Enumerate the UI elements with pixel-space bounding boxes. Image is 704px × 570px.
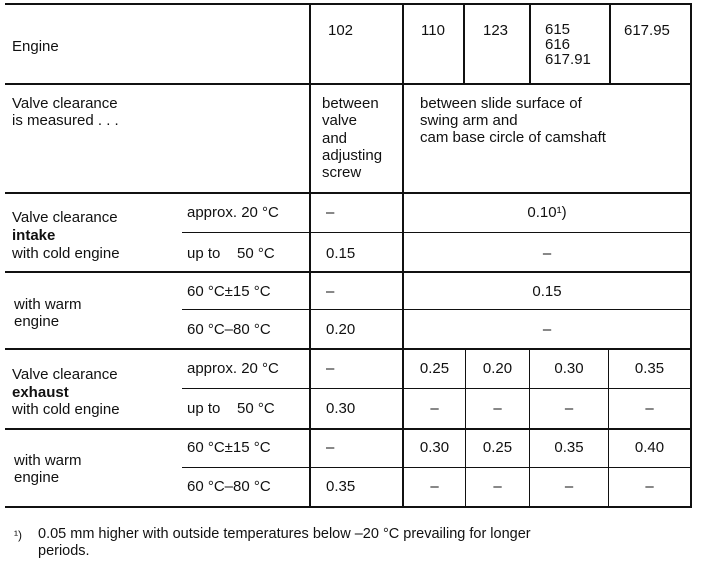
rule-col-123-left [463,3,465,84]
col-header-102: 102 [328,22,354,39]
engine-label: Engine [12,38,59,55]
value-102: 0.35 [326,478,356,495]
value-123: 0.20 [482,360,513,377]
footnote-mark: ¹) [14,528,22,542]
measured-others-line: between slide surface of [420,95,582,112]
rule-measured-bottom [5,192,692,194]
value-615: 0.35 [554,439,584,456]
col-header-615-616-61791: 615 616 617.91 [545,21,591,68]
intake-cold-label-2 [12,227,55,244]
measured-102-line: between [322,95,379,112]
footnote-line-2: periods. [38,543,90,559]
value-span: – [542,245,552,262]
value-110: 0.25 [419,360,450,377]
measured-102-line: valve [322,112,358,129]
value-span: 0.15 [532,283,562,300]
value-61795: 0.35 [634,360,665,377]
exhaust-warm-label-2: engine [14,469,60,486]
value-102: – [326,360,335,377]
value-123: – [493,400,502,417]
rule-exhaust-cold-mid [182,388,692,389]
measured-others-line: swing arm and [420,112,518,129]
rule-top [5,3,692,5]
value-span: – [542,321,552,338]
value-615: – [564,478,574,495]
exhaust-cold-label-3: with cold engine [12,401,120,418]
intake-warm-label-1: with warm [14,296,82,313]
col-header-123: 123 [483,22,509,39]
value-102: 0.30 [326,400,356,417]
rule-col-61795-left [609,3,611,84]
exhaust-keyword: exhaust [12,384,69,401]
intake-keyword: intake [12,227,56,244]
exhaust-cold-label-2 [12,384,69,401]
value-102: 0.15 [326,245,356,262]
value-102: 0.20 [326,321,356,338]
col-header-61795: 617.95 [624,22,670,39]
rule-intake-cold-bottom [5,271,692,273]
rule-header-bottom [5,83,692,85]
exhaust-cold-label-1: Valve clearance [12,366,118,383]
value-615: – [564,400,574,417]
value-span: 0.10¹) [527,204,567,221]
rule-intake-warm-bottom [5,348,692,350]
measured-102-line: adjusting [322,147,383,164]
intake-cold-label-3: with cold engine [12,245,120,262]
value-61795: – [645,478,654,495]
temp-cell: 60 °C±15 °C [187,439,271,456]
temp-cell: 60 °C–80 °C [187,321,271,338]
value-102: – [326,439,335,456]
temp-cell: approx. 20 °C [187,360,279,377]
rule-exhaust-warm-mid [182,467,692,468]
rule-exhaust-cold-bottom [5,428,692,430]
rule-col-102-left [309,3,311,508]
exhaust-warm-label-1: with warm [14,452,82,469]
value-110: – [430,478,439,495]
value-61795: 0.40 [634,439,665,456]
rule-intake-warm-mid [182,309,692,310]
temp-cell: 60 °C–80 °C [187,478,271,495]
rule-col-615-left [529,3,531,84]
col-header-110: 110 [421,22,445,39]
intake-cold-label-1: Valve clearance [12,209,118,226]
footnote-line-1: 0.05 mm higher with outside temperatures below –20 °C prevailing for longer [38,526,531,542]
value-61795: – [645,400,654,417]
value-110: – [430,400,439,417]
measured-102-line: screw [322,164,362,181]
value-110: 0.30 [419,439,450,456]
measured-label-1: Valve clearance [12,95,118,112]
temp-cell: up to 50 °C [187,245,275,262]
intake-warm-label-2: engine [14,313,60,330]
measured-label-2: is measured . . . [12,112,119,129]
value-123: – [493,478,502,495]
value-102: – [326,283,335,300]
temp-cell: approx. 20 °C [187,204,279,221]
measured-others-line: cam base circle of camshaft [420,129,606,146]
value-615: 0.30 [554,360,584,377]
temp-cell: 60 °C±15 °C [187,283,271,300]
temp-cell: up to 50 °C [187,400,275,417]
rule-table-right [690,3,692,508]
rule-table-bottom [5,506,692,508]
measured-102-line: and [322,130,348,147]
rule-intake-cold-mid [182,232,692,233]
value-102: – [326,204,335,221]
value-123: 0.25 [482,439,513,456]
